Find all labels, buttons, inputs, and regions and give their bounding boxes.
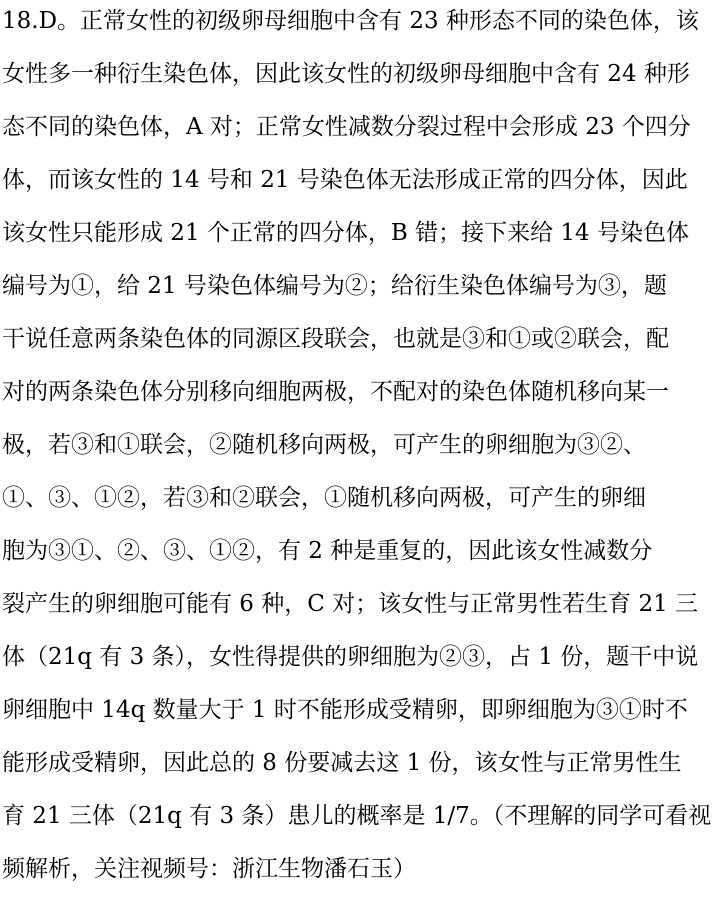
text-line-17: 频解析，关注视频号：浙江生物潘石玉）: [2, 856, 416, 882]
text-line-13: 体（21q 有 3 条），女性得提供的卵细胞为②③，占 1 份，题干中说: [2, 644, 699, 670]
text-line-3: 态不同的染色体，A 对；正常女性减数分裂过程中会形成 23 个四分: [2, 114, 691, 140]
text-line-7: 干说任意两条染色体的同源区段联会，也就是③和①或②联会，配: [2, 326, 669, 352]
text-line-2: 女性多一种衍生染色体，因此该女性的初级卵母细胞中含有 24 种形: [2, 61, 690, 87]
text-line-16: 育 21 三体（21q 有 3 条）患儿的概率是 1/7。（不理解的同学可看视: [2, 803, 712, 829]
text-line-6: 编号为①，给 21 号染色体编号为②；给衍生染色体编号为③，题: [2, 273, 667, 299]
text-line-11: 胞为③①、②、③、①②，有 2 种是重复的，因此该女性减数分: [2, 538, 653, 564]
text-line-8: 对的两条染色体分别移向细胞两极，不配对的染色体随机移向某一: [2, 379, 669, 405]
text-line-10: ①、③、①②，若③和②联会，①随机移向两极，可产生的卵细: [2, 485, 646, 511]
text-line-14: 卵细胞中 14q 数量大于 1 时不能形成受精卵，即卵细胞为③①时不: [2, 697, 688, 723]
text-line-15: 能形成受精卵，因此总的 8 份要减去这 1 份，该女性与正常男性生: [2, 750, 682, 776]
text-line-4: 体，而该女性的 14 号和 21 号染色体无法形成正常的四分体，因此: [2, 167, 688, 193]
text-line-5: 该女性只能形成 21 个正常的四分体，B 错；接下来给 14 号染色体: [2, 220, 689, 246]
text-line-12: 裂产生的卵细胞可能有 6 种，C 对；该女性与正常男性若生育 21 三: [2, 591, 699, 617]
text-line-9: 极，若③和①联会，②随机移向两极，可产生的卵细胞为③②、: [2, 432, 646, 458]
text-line-1: 18.D。正常女性的初级卵母细胞中含有 23 种形态不同的染色体，该: [2, 8, 699, 34]
